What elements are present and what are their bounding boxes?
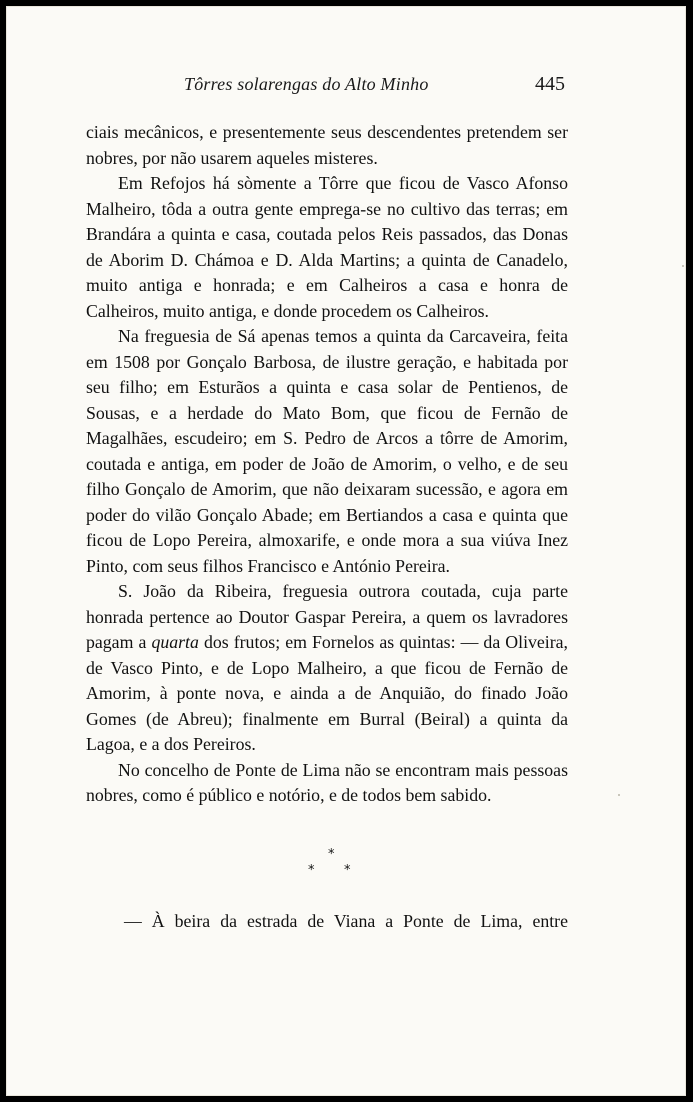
paragraph-2: Em Refojos há sòmente a Tôrre que ficou de Vasco Afonso Malheiro, tôda a outra gente emprega-se no cultivo das terras; em Brandára a quinta e casa, coutada pelos Reis passados, das Donas de Aborim D. Chámoa e D. Alda Martins; a quinta de Canadelo, muito antiga e honrada; e em Calheiros a casa e honra de Calheiros, muito antiga, e donde procedem os Calheiros. [86,173,568,321]
paragraph-1: ciais mecânicos, e presentemente seus descendentes pretendem ser nobres, por não usarem aqueles misteres. [86,122,568,168]
paragraph-3: Na freguesia de Sá apenas temos a quinta da Carcaveira, feita em 1508 por Gonçalo Barbosa, de ilustre geração, e habitada por seu filho; em Esturãos a quinta e casa solar de Pentienos, de Sousas, e a herdade do Mato Bom, que ficou de Fernão de Magalhães, escudeiro; em S. Pedro de Arcos a tôrre de Amorim, coutada e antiga, em poder de João de Amorim, o velho, e de seu filho Gonçalo de Amorim, que não deixaram sucessão, e agora em poder do vilão Gonçalo Abade; em Bertiandos a casa e quinta que ficou de Lopo Pereira, almoxarife, e onde mora a sua viúva Inez Pinto, com seus filhos Francisco e António Pereira. [86,326,568,576]
paper-sheet [6,6,686,1096]
asterism-star-left: * [308,863,315,878]
page-number: 445 [535,73,565,95]
paper-speck [618,794,620,796]
paper-speck [682,265,684,267]
running-head [6,68,686,98]
body-text [86,120,568,809]
running-title: Tôrres solarengas do Alto Minho [184,74,429,94]
section-asterism [6,848,686,888]
closing-line: — À beira da estrada de Viana a Ponte de Lima, entre [124,911,568,931]
paragraph-4: S. João da Ribeira, freguesia outrora coutada, cuja parte honrada pertence ao Doutor Gaspar Pereira, a quem os lavradores pagam a quarta dos frutos; em Fornelos as quintas: — da Oliveira, de Vasco Pinto, e de Lopo Malheiro, a que ficou de Fernão de Amorim, à ponte nova, e ainda a de Anquião, do finado João Gomes (de Abreu); finalmente em Burral (Beiral) a quinta da Lagoa, e a dos Pereiros. [86,581,568,754]
asterism-star-top: * [328,847,335,862]
paragraph-5: No concelho de Ponte de Lima não se encontram mais pessoas nobres, como é público e notório, e de todos bem sabido. [86,759,568,805]
asterism-star-right: * [344,863,351,878]
